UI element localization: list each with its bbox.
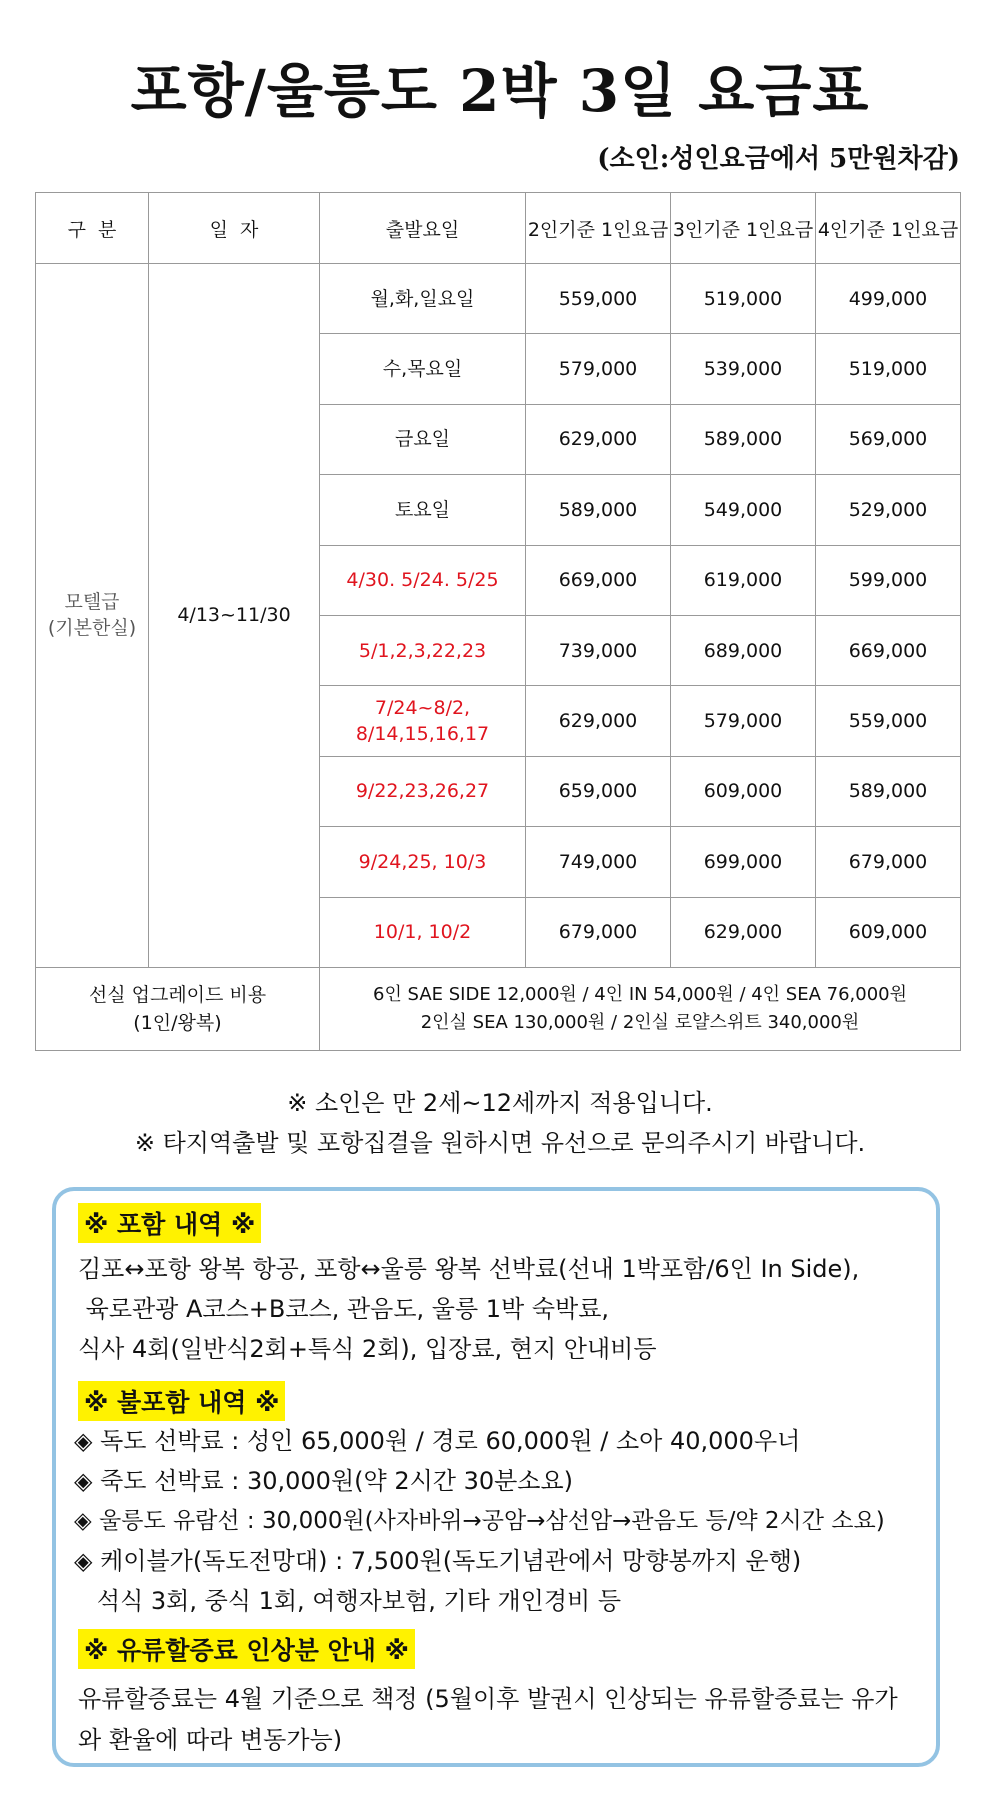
price-cell-p4: 559,000 [816, 686, 961, 756]
price-cell-p2: 629,000 [526, 686, 671, 756]
price-cell-p4: 609,000 [816, 897, 961, 967]
price-cell-p2: 579,000 [526, 334, 671, 404]
included-list [78, 1249, 859, 1369]
category-sublabel: (기본한실) [47, 617, 137, 640]
price-cell-p3: 589,000 [671, 404, 816, 474]
excluded-line: 석식 3회, 중식 1회, 여행자보험, 기타 개인경비 등 [74, 1587, 622, 1615]
departure-day-cell: 7/24~8/2, 8/14,15,16,17 [320, 686, 526, 756]
price-cell-p3: 699,000 [671, 827, 816, 897]
departure-day-cell: 수,목요일 [320, 334, 526, 404]
departure-day-cell: 토요일 [320, 475, 526, 545]
price-table [35, 192, 961, 1051]
price-cell-p4: 529,000 [816, 475, 961, 545]
excluded-heading: ※ 불포함 내역 ※ [78, 1381, 285, 1421]
price-cell-p4: 569,000 [816, 404, 961, 474]
upgrade-label-cell [36, 967, 320, 1050]
notes [0, 1083, 1000, 1163]
upgrade-line: 6인 SAE SIDE 12,000원 / 4인 IN 54,000원 / 4인 SEA 76,000원 [373, 983, 907, 1005]
upgrade-label: 선실 업그레이드 비용 [88, 983, 267, 1006]
departure-day-cell: 9/24,25, 10/3 [320, 827, 526, 897]
price-cell-p3: 619,000 [671, 545, 816, 615]
page-title: 포항/울릉도 2박 3일 요금표 [130, 57, 870, 125]
table-row [36, 264, 961, 334]
price-cell-p3: 689,000 [671, 615, 816, 685]
fuel-text: 유류할증료는 4월 기준으로 책정 (5월이후 발권시 인상되는 유류할증료는 유가와 환율에 따라 변동가능) [78, 1685, 898, 1754]
header-price-4: 4인기준 1인요금 [816, 193, 961, 264]
excluded-line: ◈ 죽도 선박료 : 30,000원(약 2시간 30분소요) [74, 1467, 574, 1495]
price-cell-p2: 749,000 [526, 827, 671, 897]
price-cell-p3: 629,000 [671, 897, 816, 967]
price-cell-p2: 669,000 [526, 545, 671, 615]
excluded-list [74, 1421, 885, 1621]
category-label: 모텔급 [64, 591, 120, 614]
price-cell-p2: 629,000 [526, 404, 671, 474]
price-cell-p2: 659,000 [526, 756, 671, 826]
price-cell-p2: 679,000 [526, 897, 671, 967]
price-cell-p4: 669,000 [816, 615, 961, 685]
header-date: 일 자 [149, 193, 320, 264]
included-line: 김포↔포항 왕복 항공, 포항↔울릉 왕복 선박료(선내 1박포함/6인 In Side), [78, 1255, 860, 1283]
price-cell-p4: 519,000 [816, 334, 961, 404]
info-box [52, 1187, 940, 1767]
included-heading: ※ 포함 내역 ※ [78, 1203, 261, 1243]
note-line: ※ 소인은 만 2세~12세까지 적용입니다. [287, 1089, 713, 1117]
note-line: ※ 타지역출발 및 포항집결을 원하시면 유선으로 문의주시기 바랍니다. [134, 1129, 866, 1157]
upgrade-line: 2인실 SEA 130,000원 / 2인실 로얄스위트 340,000원 [420, 1011, 860, 1033]
header-departure-day: 출발요일 [320, 193, 526, 264]
price-cell-p4: 499,000 [816, 264, 961, 334]
price-cell-p2: 559,000 [526, 264, 671, 334]
upgrade-row [36, 967, 961, 1050]
price-cell-p4: 679,000 [816, 827, 961, 897]
included-line: 식사 4회(일반식2회+특식 2회), 입장료, 현지 안내비등 [78, 1335, 657, 1363]
departure-day-cell: 10/1, 10/2 [320, 897, 526, 967]
period-cell: 4/13~11/30 [149, 264, 320, 968]
departure-day-cell: 월,화,일요일 [320, 264, 526, 334]
price-cell-p2: 739,000 [526, 615, 671, 685]
header-price-2: 2인기준 1인요금 [526, 193, 671, 264]
fuel-heading: ※ 유류할증료 인상분 안내 ※ [78, 1629, 415, 1669]
excluded-line: ◈ 독도 선박료 : 성인 65,000원 / 경로 60,000원 / 소아 40,000우너 [74, 1427, 801, 1455]
included-line: 육로관광 A코스+B코스, 관음도, 울릉 1박 숙박료, [78, 1295, 610, 1323]
upgrade-sublabel: (1인/왕복) [133, 1011, 222, 1034]
upgrade-values-cell [320, 967, 961, 1050]
page-subtitle: (소인:성인요금에서 5만원차감) [597, 144, 960, 174]
price-cell-p4: 589,000 [816, 756, 961, 826]
price-cell-p3: 539,000 [671, 334, 816, 404]
price-cell-p4: 599,000 [816, 545, 961, 615]
excluded-line: ◈ 울릉도 유람선 : 30,000원(사자바위→공암→삼선암→관음도 등/약 2시간 소요) [74, 1508, 885, 1534]
departure-day-cell: 5/1,2,3,22,23 [320, 615, 526, 685]
price-cell-p3: 609,000 [671, 756, 816, 826]
category-cell [36, 264, 149, 968]
departure-day-cell: 9/22,23,26,27 [320, 756, 526, 826]
price-cell-p3: 549,000 [671, 475, 816, 545]
departure-day-cell: 금요일 [320, 404, 526, 474]
departure-day-cell: 4/30. 5/24. 5/25 [320, 545, 526, 615]
price-cell-p2: 589,000 [526, 475, 671, 545]
header-category: 구 분 [36, 193, 149, 264]
table-header-row [36, 193, 961, 264]
price-cell-p3: 579,000 [671, 686, 816, 756]
price-table-body [36, 264, 961, 1051]
price-cell-p3: 519,000 [671, 264, 816, 334]
excluded-line: ◈ 케이블가(독도전망대) : 7,500원(독도기념관에서 망향봉까지 운행) [74, 1547, 802, 1575]
header-price-3: 3인기준 1인요금 [671, 193, 816, 264]
